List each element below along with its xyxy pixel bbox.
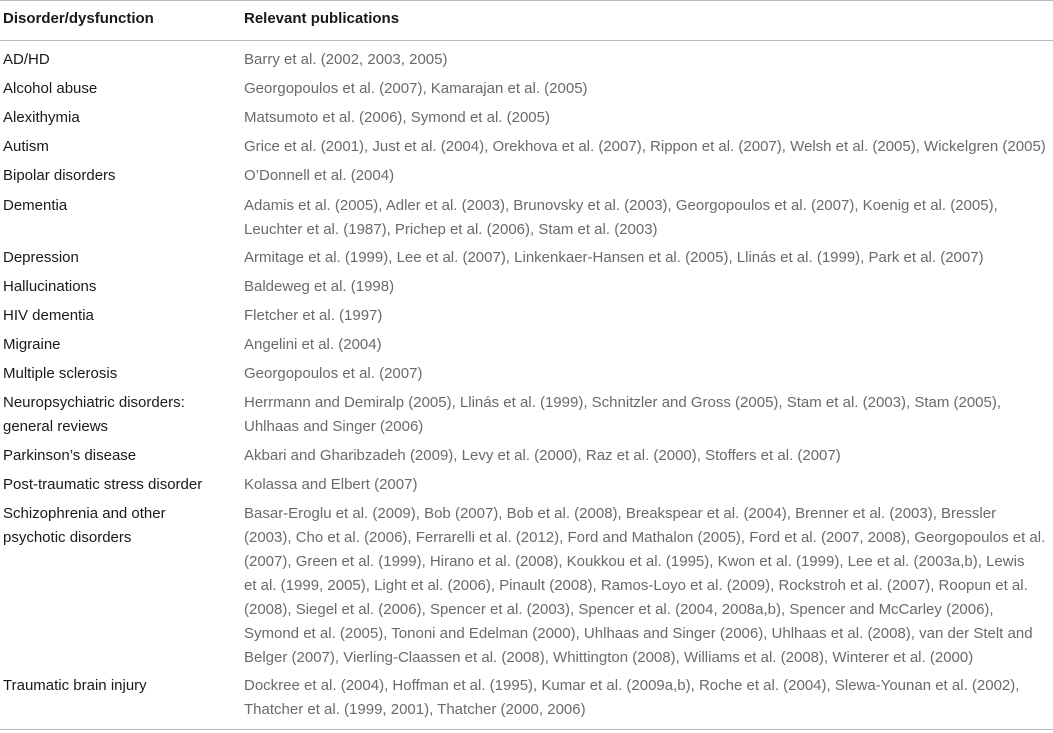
disorder-cell: Depression — [3, 249, 79, 266]
disorder-cell: Hallucinations — [3, 278, 97, 295]
disorder-cell: Schizophrenia and other psychotic disorders — [3, 505, 166, 546]
disorder-cell: Dementia — [3, 197, 68, 214]
disorder-cell: Parkinson’s disease — [3, 447, 137, 464]
disorder-cell: Multiple sclerosis — [3, 365, 118, 382]
publications-cell: Kolassa and Elbert (2007) — [244, 476, 418, 493]
publications-cell: Grice et al. (2001), Just et al. (2004), Orekhova et al. (2007), Rippon et al. (2007), Welsh et al. (2005), Wickelgren (2005) — [244, 138, 1046, 155]
publications-cell: Barry et al. (2002, 2003, 2005) — [244, 51, 448, 68]
column-header-publications: Relevant publications — [244, 10, 400, 27]
column-header-disorder: Disorder/dysfunction — [3, 10, 154, 27]
publications-cell: Georgopoulos et al. (2007) — [244, 365, 423, 382]
publications-cell: Basar-Eroglu et al. (2009), Bob (2007), Bob et al. (2008), Breakspear et al. (2004), Brenner et al. (2003), Bressler (2003), Cho et al. (2006), Ferrarelli et al. (2012), Ford and Mathalon (2005), Ford et al. (2007, 2008), Georgopoulos et al. (2007), Green et al. (1999), Hirano et al. (2008), Koukkou et al. (1995), Kwon et al. (1999), Lee et al. (2003a,b), Lewis et al. (1999, 2005), Light et al. (2006), Pinault (2008), Ramos-Loyo et al. (2009), Rockstroh et al. (2007), Roopun et al. (2008), Siegel et al. (2006), Spencer et al. (2003), Spencer et al. (2004, 2008a,b), Spencer and McCarley (2006), Symond et al. (2005), Tononi and Edelman (2000), Uhlhaas and Singer (2006), Uhlhaas et al. (2008), van der Stelt and Belger (2007), Vierling-Claassen et al. (2008), Whittington (2008), Williams et al. (2008), Winterer et al. (2000) — [244, 505, 1046, 666]
header-rule — [0, 40, 1053, 41]
disorder-cell: Traumatic brain injury — [3, 677, 147, 694]
publications-cell: Adamis et al. (2005), Adler et al. (2003), Brunovsky et al. (2003), Georgopoulos et al. (2007), Koenig et al. (2005), Leuchter et al. (1987), Prichep et al. (2006), Stam et al. (2003) — [244, 197, 998, 238]
disorder-cell: Migraine — [3, 336, 61, 353]
disorder-cell: Alcohol abuse — [3, 80, 98, 97]
publications-cell: O’Donnell et al. (2004) — [244, 167, 395, 184]
publications-cell: Herrmann and Demiralp (2005), Llinás et al. (1999), Schnitzler and Gross (2005), Stam et al. (2003), Stam (2005), Uhlhaas and Singer (2006) — [244, 394, 1002, 435]
disorder-cell: HIV dementia — [3, 307, 94, 324]
disorder-cell: Post-traumatic stress disorder — [3, 476, 203, 493]
publications-cell: Fletcher et al. (1997) — [244, 307, 383, 324]
disorder-cell: Neuropsychiatric disorders: general reviews — [3, 394, 185, 435]
publications-cell: Dockree et al. (2004), Hoffman et al. (1995), Kumar et al. (2009a,b), Roche et al. (2004), Slewa-Younan et al. (2002), Thatcher et al. (1999, 2001), Thatcher (2000, 2006) — [244, 677, 1020, 718]
publications-cell: Baldeweg et al. (1998) — [244, 278, 395, 295]
disorder-cell: Bipolar disorders — [3, 167, 116, 184]
publications-cell: Angelini et al. (2004) — [244, 336, 382, 353]
table-bottom-rule — [0, 729, 1053, 730]
disorder-cell: Autism — [3, 138, 49, 155]
disorder-cell: AD/HD — [3, 51, 50, 68]
publications-cell: Georgopoulos et al. (2007), Kamarajan et al. (2005) — [244, 80, 588, 97]
publications-cell: Matsumoto et al. (2006), Symond et al. (2005) — [244, 109, 550, 126]
disorder-cell: Alexithymia — [3, 109, 80, 126]
publications-cell: Akbari and Gharibzadeh (2009), Levy et al. (2000), Raz et al. (2000), Stoffers et al. (2007) — [244, 447, 841, 464]
table-top-rule — [0, 0, 1053, 1]
publications-cell: Armitage et al. (1999), Lee et al. (2007), Linkenkaer-Hansen et al. (2005), Llinás et al. (1999), Park et al. (2007) — [244, 249, 984, 266]
